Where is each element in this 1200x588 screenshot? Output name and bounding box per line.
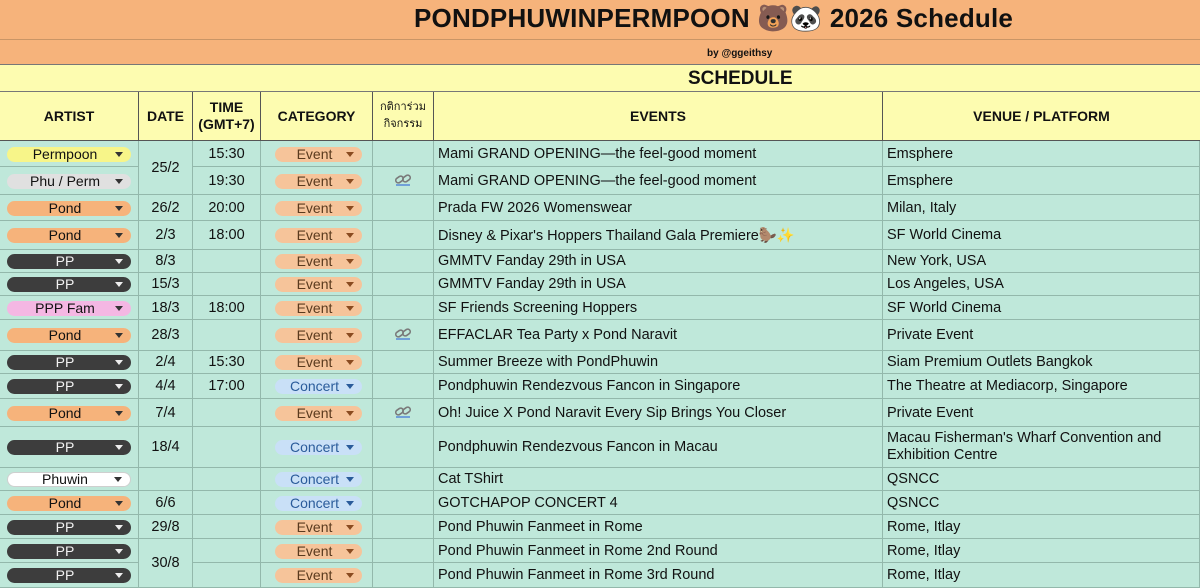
category-dropdown-label: Event	[296, 276, 333, 292]
venue-cell[interactable]: Private Event	[883, 399, 1200, 427]
artist-dropdown-label: Pond	[48, 405, 82, 421]
column-header-time[interactable]: TIME (GMT+7)	[193, 92, 261, 141]
artist-dropdown[interactable]	[7, 440, 131, 455]
artist-dropdown-label: Pond	[48, 227, 82, 243]
date-cell[interactable]: 15/3	[139, 273, 193, 296]
chevron-down-icon[interactable]	[115, 152, 123, 157]
category-dropdown[interactable]	[275, 355, 362, 370]
column-header-date[interactable]: DATE	[139, 92, 193, 141]
section-title: SCHEDULE	[688, 68, 793, 89]
event-cell[interactable]: Pond Phuwin Fanmeet in Rome	[434, 515, 883, 539]
time-cell[interactable]	[193, 320, 261, 351]
category-dropdown[interactable]	[275, 406, 362, 421]
chevron-down-icon[interactable]	[115, 384, 123, 389]
event-cell[interactable]: Pond Phuwin Fanmeet in Rome 3rd Round	[434, 563, 883, 588]
activity-link-cell[interactable]	[373, 351, 434, 374]
artist-dropdown-label: Permpoon	[32, 146, 98, 162]
activity-link-cell[interactable]	[373, 141, 434, 167]
date-cell[interactable]: 26/2	[139, 195, 193, 221]
date-cell[interactable]: 18/4	[139, 427, 193, 468]
artist-dropdown-label: Pond	[48, 327, 82, 343]
artist-dropdown[interactable]	[7, 406, 131, 421]
artist-dropdown-label: PP	[55, 439, 75, 455]
time-cell[interactable]	[193, 399, 261, 427]
chevron-down-icon[interactable]	[115, 333, 123, 338]
chevron-down-icon[interactable]	[115, 501, 123, 506]
venue-cell[interactable]: Macau Fisherman's Wharf Convention and Exhibition Centre	[883, 427, 1200, 468]
artist-dropdown-label: PP	[55, 354, 75, 370]
artist-dropdown-label: Pond	[48, 200, 82, 216]
category-dropdown[interactable]	[275, 568, 362, 583]
category-dropdown-label: Concert	[289, 471, 340, 487]
venue-cell[interactable]: Siam Premium Outlets Bangkok	[883, 351, 1200, 374]
link-icon[interactable]	[394, 172, 412, 190]
time-cell[interactable]	[193, 539, 261, 563]
venue-cell[interactable]: SF World Cinema	[883, 296, 1200, 320]
chevron-down-icon[interactable]	[346, 179, 354, 184]
event-cell[interactable]: Summer Breeze with PondPhuwin	[434, 351, 883, 374]
chevron-down-icon[interactable]	[346, 282, 354, 287]
time-cell[interactable]	[193, 427, 261, 468]
chevron-down-icon[interactable]	[115, 525, 123, 530]
schedule-bar	[0, 65, 1200, 92]
chevron-down-icon[interactable]	[346, 306, 354, 311]
artist-dropdown[interactable]	[7, 520, 131, 535]
date-cell[interactable]: 25/2	[139, 141, 193, 195]
chevron-down-icon[interactable]	[346, 445, 354, 450]
time-cell[interactable]: 15:30	[193, 351, 261, 374]
chevron-down-icon[interactable]	[114, 477, 122, 482]
event-cell[interactable]: Cat TShirt	[434, 468, 883, 491]
category-dropdown[interactable]	[275, 228, 362, 243]
category-dropdown[interactable]	[275, 301, 362, 316]
artist-dropdown[interactable]	[7, 568, 131, 583]
category-dropdown-label: Event	[296, 405, 333, 421]
chevron-down-icon[interactable]	[346, 525, 354, 530]
chevron-down-icon[interactable]	[346, 360, 354, 365]
category-dropdown-label: Event	[296, 227, 333, 243]
chevron-down-icon[interactable]	[346, 233, 354, 238]
category-dropdown-label: Event	[296, 327, 333, 343]
artist-dropdown-label: Pond	[48, 495, 82, 511]
activity-link-cell[interactable]	[373, 320, 434, 351]
time-cell[interactable]: 15:30	[193, 141, 261, 167]
chevron-down-icon[interactable]	[115, 233, 123, 238]
link-icon[interactable]	[394, 326, 412, 344]
date-cell[interactable]: 8/3	[139, 250, 193, 273]
event-cell[interactable]: EFFACLAR Tea Party x Pond Naravit	[434, 320, 883, 351]
category-dropdown-label: Concert	[289, 495, 340, 511]
artist-dropdown[interactable]	[7, 355, 131, 370]
chevron-down-icon[interactable]	[115, 282, 123, 287]
venue-cell[interactable]: QSNCC	[883, 468, 1200, 491]
artist-dropdown-label: PP	[55, 276, 75, 292]
artist-dropdown-label: PP	[55, 543, 75, 559]
chevron-down-icon[interactable]	[115, 411, 123, 416]
activity-link-cell[interactable]	[373, 374, 434, 399]
date-cell[interactable]: 4/4	[139, 374, 193, 399]
activity-link-cell[interactable]	[373, 427, 434, 468]
venue-cell[interactable]: Milan, Italy	[883, 195, 1200, 221]
artist-dropdown[interactable]	[7, 544, 131, 559]
chevron-down-icon[interactable]	[115, 306, 123, 311]
title-bar	[0, 0, 1200, 40]
venue-cell[interactable]: Rome, Itlay	[883, 539, 1200, 563]
artist-dropdown[interactable]	[7, 201, 131, 216]
category-dropdown[interactable]	[275, 472, 362, 487]
artist-dropdown-label: Phu / Perm	[29, 173, 101, 189]
byline: by @ggeithsy	[707, 48, 773, 59]
chevron-down-icon[interactable]	[346, 152, 354, 157]
category-dropdown[interactable]	[275, 496, 362, 511]
time-cell[interactable]	[193, 491, 261, 515]
artist-dropdown[interactable]	[7, 496, 131, 511]
link-icon[interactable]	[394, 404, 412, 422]
chevron-down-icon[interactable]	[115, 549, 123, 554]
artist-dropdown[interactable]	[7, 174, 131, 189]
event-cell[interactable]: Oh! Juice X Pond Naravit Every Sip Brings You Closer	[434, 399, 883, 427]
artist-dropdown-label: PP	[55, 519, 75, 535]
date-cell[interactable]: 2/4	[139, 351, 193, 374]
date-cell[interactable]: 7/4	[139, 399, 193, 427]
time-cell[interactable]: 19:30	[193, 167, 261, 195]
artist-dropdown-label: PPP Fam	[35, 300, 95, 316]
chevron-down-icon[interactable]	[346, 206, 354, 211]
activity-link-cell[interactable]	[373, 221, 434, 250]
artist-dropdown[interactable]	[7, 301, 131, 316]
time-cell[interactable]: 18:00	[193, 221, 261, 250]
activity-link-cell[interactable]	[373, 539, 434, 563]
time-cell[interactable]	[193, 563, 261, 588]
date-cell[interactable]: 6/6	[139, 491, 193, 515]
venue-cell[interactable]: Rome, Itlay	[883, 563, 1200, 588]
category-dropdown[interactable]	[275, 440, 362, 455]
date-cell[interactable]: 29/8	[139, 515, 193, 539]
activity-link-cell[interactable]	[373, 399, 434, 427]
category-dropdown-label: Event	[296, 519, 333, 535]
event-cell[interactable]: Disney & Pixar's Hoppers Thailand Gala Premiere🦫✨	[434, 221, 883, 250]
chevron-down-icon[interactable]	[115, 573, 123, 578]
column-header-venue[interactable]: VENUE / PLATFORM	[883, 92, 1200, 141]
artist-dropdown[interactable]	[7, 277, 131, 292]
artist-dropdown[interactable]	[7, 228, 131, 243]
byline-bar	[0, 40, 1200, 65]
event-cell[interactable]: Pondphuwin Rendezvous Fancon in Singapore	[434, 374, 883, 399]
artist-dropdown[interactable]	[7, 147, 131, 162]
event-cell[interactable]: GMMTV Fanday 29th in USA	[434, 250, 883, 273]
category-dropdown[interactable]	[275, 277, 362, 292]
chevron-down-icon[interactable]	[346, 549, 354, 554]
chevron-down-icon[interactable]	[115, 206, 123, 211]
column-header-category[interactable]: CATEGORY	[261, 92, 373, 141]
time-cell[interactable]: 18:00	[193, 296, 261, 320]
artist-dropdown[interactable]	[7, 254, 131, 269]
venue-cell[interactable]: New York, USA	[883, 250, 1200, 273]
category-dropdown[interactable]	[275, 379, 362, 394]
category-dropdown-label: Event	[296, 146, 333, 162]
venue-cell[interactable]: Emsphere	[883, 141, 1200, 167]
category-dropdown[interactable]	[275, 520, 362, 535]
artist-dropdown-label: PP	[55, 378, 75, 394]
category-dropdown-label: Event	[296, 253, 333, 269]
category-dropdown-label: Event	[296, 300, 333, 316]
category-dropdown-label: Event	[296, 567, 333, 583]
venue-cell[interactable]: SF World Cinema	[883, 221, 1200, 250]
date-cell[interactable]: 18/3	[139, 296, 193, 320]
time-cell[interactable]	[193, 250, 261, 273]
artist-dropdown[interactable]	[7, 328, 131, 343]
chevron-down-icon[interactable]	[115, 445, 123, 450]
chevron-down-icon[interactable]	[346, 501, 354, 506]
activity-link-cell[interactable]	[373, 515, 434, 539]
venue-cell[interactable]: Emsphere	[883, 167, 1200, 195]
chevron-down-icon[interactable]	[346, 384, 354, 389]
event-cell[interactable]: SF Friends Screening Hoppers	[434, 296, 883, 320]
activity-link-cell[interactable]	[373, 491, 434, 515]
activity-link-cell[interactable]	[373, 273, 434, 296]
event-cell[interactable]: Pondphuwin Rendezvous Fancon in Macau	[434, 427, 883, 468]
event-cell[interactable]: GOTCHAPOP CONCERT 4	[434, 491, 883, 515]
time-cell[interactable]	[193, 273, 261, 296]
chevron-down-icon[interactable]	[346, 477, 354, 482]
date-cell[interactable]: 30/8	[139, 539, 193, 588]
chevron-down-icon[interactable]	[115, 259, 123, 264]
activity-link-cell[interactable]	[373, 468, 434, 491]
venue-cell[interactable]: Rome, Itlay	[883, 515, 1200, 539]
venue-cell[interactable]: Private Event	[883, 320, 1200, 351]
chevron-down-icon[interactable]	[346, 411, 354, 416]
time-cell[interactable]	[193, 515, 261, 539]
category-dropdown[interactable]	[275, 147, 362, 162]
chevron-down-icon[interactable]	[115, 360, 123, 365]
column-header-activity-rules[interactable]: กติการ่วม กิจกรรม	[373, 92, 434, 141]
event-cell[interactable]: Mami GRAND OPENING—the feel-good moment	[434, 141, 883, 167]
chevron-down-icon[interactable]	[346, 333, 354, 338]
venue-cell[interactable]: The Theatre at Mediacorp, Singapore	[883, 374, 1200, 399]
date-cell[interactable]: 2/3	[139, 221, 193, 250]
category-dropdown[interactable]	[275, 174, 362, 189]
chevron-down-icon[interactable]	[346, 259, 354, 264]
artist-dropdown-label: PP	[55, 567, 75, 583]
column-header-events[interactable]: EVENTS	[434, 92, 883, 141]
category-dropdown[interactable]	[275, 328, 362, 343]
category-dropdown-label: Event	[296, 200, 333, 216]
venue-cell[interactable]: Los Angeles, USA	[883, 273, 1200, 296]
time-cell[interactable]	[193, 468, 261, 491]
column-header-artist[interactable]: ARTIST	[0, 92, 139, 141]
category-dropdown[interactable]	[275, 544, 362, 559]
chevron-down-icon[interactable]	[346, 573, 354, 578]
artist-dropdown-label: PP	[55, 253, 75, 269]
sheet-title: PONDPHUWINPERMPOON 🐻🐼 2026 Schedule	[414, 3, 1014, 33]
artist-dropdown[interactable]	[7, 379, 131, 394]
date-cell[interactable]: 28/3	[139, 320, 193, 351]
time-cell[interactable]: 17:00	[193, 374, 261, 399]
category-dropdown[interactable]	[275, 254, 362, 269]
category-dropdown-label: Concert	[289, 439, 340, 455]
category-dropdown[interactable]	[275, 201, 362, 216]
activity-link-cell[interactable]	[373, 563, 434, 588]
category-dropdown-label: Event	[296, 354, 333, 370]
activity-link-cell[interactable]	[373, 195, 434, 221]
category-dropdown-label: Event	[296, 543, 333, 559]
event-cell[interactable]: GMMTV Fanday 29th in USA	[434, 273, 883, 296]
activity-link-cell[interactable]	[373, 250, 434, 273]
artist-dropdown[interactable]	[7, 472, 131, 487]
activity-link-cell[interactable]	[373, 296, 434, 320]
event-cell[interactable]: Mami GRAND OPENING—the feel-good moment	[434, 167, 883, 195]
category-dropdown-label: Event	[296, 173, 333, 189]
artist-dropdown-label: Phuwin	[42, 471, 88, 487]
activity-link-cell[interactable]	[373, 167, 434, 195]
chevron-down-icon[interactable]	[115, 179, 123, 184]
event-cell[interactable]: Prada FW 2026 Womenswear	[434, 195, 883, 221]
category-dropdown-label: Concert	[289, 378, 340, 394]
time-cell[interactable]: 20:00	[193, 195, 261, 221]
event-cell[interactable]: Pond Phuwin Fanmeet in Rome 2nd Round	[434, 539, 883, 563]
venue-cell[interactable]: QSNCC	[883, 491, 1200, 515]
date-cell[interactable]	[139, 468, 193, 491]
